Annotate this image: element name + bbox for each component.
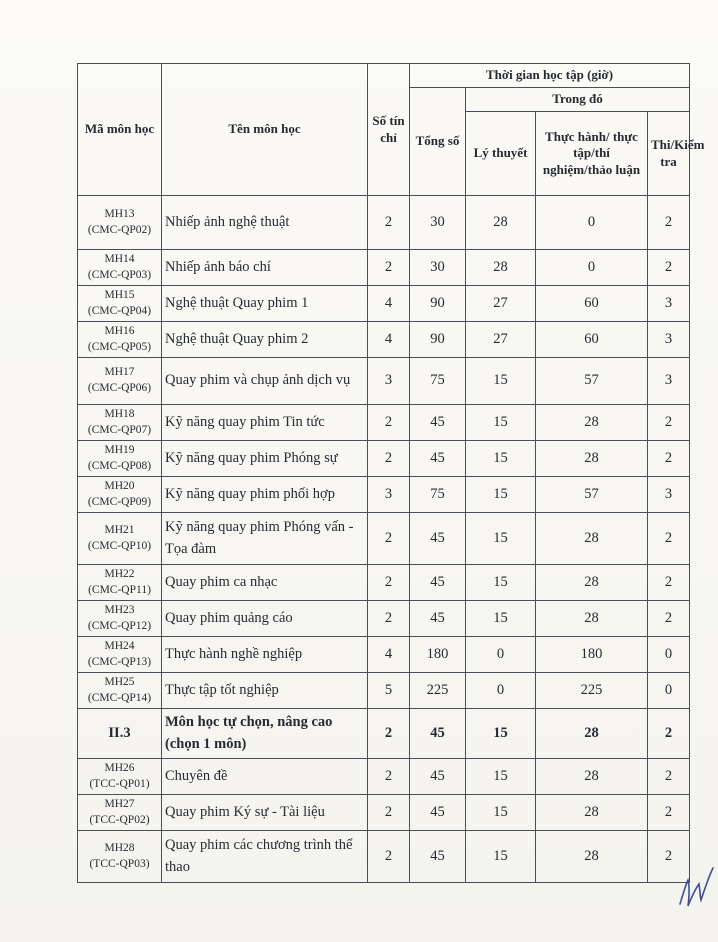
cell-theory-hours: 15: [466, 795, 536, 831]
course-subcode: (TCC-QP03): [89, 857, 150, 870]
table-row: [78, 513, 690, 565]
cell-theory-hours: 15: [466, 477, 536, 513]
cell-course-name: Quay phim Ký sự - Tài liệu: [162, 795, 368, 831]
cell-course-name: Quay phim ca nhạc: [162, 565, 368, 601]
cell-credits: 2: [368, 795, 410, 831]
cell-course-code: [78, 759, 162, 795]
cell-course-code: [78, 601, 162, 637]
course-subcode: (TCC-QP02): [89, 813, 150, 826]
cell-total-hours: 45: [410, 565, 466, 601]
cell-total-hours: 45: [410, 441, 466, 477]
course-code: MH15: [104, 288, 135, 301]
cell-total-hours: 30: [410, 250, 466, 286]
cell-practice-hours: 28: [536, 405, 648, 441]
cell-exam-hours: 2: [648, 565, 690, 601]
cell-course-name: Thực tập tốt nghiệp: [162, 673, 368, 709]
cell-exam-hours: 0: [648, 637, 690, 673]
cell-exam-hours: 2: [648, 250, 690, 286]
course-subcode: (CMC-QP03): [87, 268, 152, 281]
cell-exam-hours: 3: [648, 322, 690, 358]
cell-exam-hours: 2: [648, 601, 690, 637]
cell-course-name: Kỹ năng quay phim phối hợp: [162, 477, 368, 513]
cell-practice-hours: 57: [536, 477, 648, 513]
cell-course-code: [78, 477, 162, 513]
cell-credits: 4: [368, 322, 410, 358]
cell-theory-hours: 27: [466, 286, 536, 322]
course-subcode: (TCC-QP01): [89, 777, 150, 790]
cell-total-hours: 45: [410, 513, 466, 565]
cell-credits: 2: [368, 759, 410, 795]
cell-theory-hours: 15: [466, 759, 536, 795]
cell-theory-hours: 15: [466, 405, 536, 441]
cell-total-hours: 45: [410, 601, 466, 637]
cell-practice-hours: 28: [536, 513, 648, 565]
header-total: Tổng số: [410, 88, 466, 196]
cell-total-hours: 45: [410, 709, 466, 759]
cell-course-code: [78, 196, 162, 250]
cell-total-hours: 45: [410, 795, 466, 831]
header-exam: Thi/Kiểm tra: [648, 112, 690, 196]
cell-course-name: Nhiếp ảnh báo chí: [162, 250, 368, 286]
cell-theory-hours: 28: [466, 250, 536, 286]
cell-theory-hours: 15: [466, 565, 536, 601]
table-row: [78, 795, 690, 831]
cell-credits: 5: [368, 673, 410, 709]
header-code: Mã môn học: [78, 64, 162, 196]
cell-course-code: [78, 405, 162, 441]
cell-course-code: [78, 637, 162, 673]
table-row: [78, 601, 690, 637]
cell-practice-hours: 60: [536, 322, 648, 358]
cell-practice-hours: 0: [536, 250, 648, 286]
cell-course-name: Chuyên đề: [162, 759, 368, 795]
cell-credits: 2: [368, 405, 410, 441]
cell-credits: 2: [368, 441, 410, 477]
cell-theory-hours: 15: [466, 601, 536, 637]
cell-course-name: Môn học tự chọn, nâng cao (chọn 1 môn): [162, 709, 368, 759]
cell-exam-hours: 2: [648, 831, 690, 883]
cell-course-name: Kỹ năng quay phim Tin tức: [162, 405, 368, 441]
course-subcode: (CMC-QP07): [87, 423, 152, 436]
course-code: MH25: [104, 675, 135, 688]
cell-theory-hours: 15: [466, 358, 536, 405]
cell-course-code: [78, 565, 162, 601]
course-subcode: (CMC-QP13): [87, 655, 152, 668]
course-subcode: (CMC-QP05): [87, 340, 152, 353]
course-code: MH28: [104, 841, 135, 854]
cell-practice-hours: 28: [536, 601, 648, 637]
course-subcode: (CMC-QP14): [87, 691, 152, 704]
cell-theory-hours: 0: [466, 637, 536, 673]
table-row: [78, 637, 690, 673]
cell-theory-hours: 15: [466, 709, 536, 759]
course-code: MH16: [104, 324, 135, 337]
cell-credits: 2: [368, 601, 410, 637]
table-row: [78, 405, 690, 441]
table-row: [78, 477, 690, 513]
cell-course-code: [78, 831, 162, 883]
course-code: MH20: [104, 479, 135, 492]
cell-exam-hours: 3: [648, 286, 690, 322]
course-subcode: (CMC-QP12): [87, 619, 152, 632]
cell-practice-hours: 28: [536, 795, 648, 831]
cell-credits: 2: [368, 196, 410, 250]
course-subcode: (CMC-QP08): [87, 459, 152, 472]
cell-course-code: [78, 250, 162, 286]
cell-total-hours: 75: [410, 358, 466, 405]
cell-exam-hours: 2: [648, 513, 690, 565]
table-row: [78, 759, 690, 795]
cell-total-hours: 90: [410, 286, 466, 322]
cell-course-code: [78, 795, 162, 831]
cell-credits: 2: [368, 250, 410, 286]
course-subcode: (CMC-QP04): [87, 304, 152, 317]
cell-credits: 2: [368, 831, 410, 883]
cell-course-name: Kỹ năng quay phim Phóng vấn - Tọa đàm: [162, 513, 368, 565]
cell-exam-hours: 2: [648, 795, 690, 831]
cell-course-code: [78, 709, 162, 759]
course-code: MH26: [104, 761, 135, 774]
table-row: [78, 322, 690, 358]
cell-credits: 3: [368, 358, 410, 405]
cell-total-hours: 45: [410, 759, 466, 795]
table-row: [78, 286, 690, 322]
cell-total-hours: 75: [410, 477, 466, 513]
cell-course-code: [78, 673, 162, 709]
course-code: MH19: [104, 443, 135, 456]
cell-credits: 2: [368, 709, 410, 759]
course-code: II.3: [108, 724, 131, 741]
header-credits: Số tín chỉ: [368, 64, 410, 196]
course-code: MH23: [104, 603, 135, 616]
table-row: [78, 196, 690, 250]
cell-theory-hours: 15: [466, 513, 536, 565]
header-name: Tên môn học: [162, 64, 368, 196]
cell-course-name: Nghệ thuật Quay phim 1: [162, 286, 368, 322]
cell-credits: 2: [368, 565, 410, 601]
cell-course-name: Quay phim các chương trình thể thao: [162, 831, 368, 883]
signature-mark: [676, 860, 716, 910]
table-row: [78, 831, 690, 883]
cell-course-name: Quay phim quảng cáo: [162, 601, 368, 637]
cell-practice-hours: 225: [536, 673, 648, 709]
table-row: [78, 673, 690, 709]
cell-course-name: Quay phim và chụp ảnh dịch vụ: [162, 358, 368, 405]
header-breakdown: Trong đó: [466, 88, 690, 112]
cell-practice-hours: 60: [536, 286, 648, 322]
cell-exam-hours: 2: [648, 709, 690, 759]
cell-theory-hours: 27: [466, 322, 536, 358]
course-subcode: (CMC-QP06): [87, 382, 152, 394]
cell-practice-hours: 57: [536, 358, 648, 405]
cell-total-hours: 45: [410, 831, 466, 883]
course-subcode: (CMC-QP10): [87, 539, 152, 552]
cell-practice-hours: 28: [536, 759, 648, 795]
course-subcode: (CMC-QP09): [87, 495, 152, 508]
cell-total-hours: 180: [410, 637, 466, 673]
table-row: [78, 250, 690, 286]
course-subcode: (CMC-QP02): [87, 223, 152, 236]
cell-credits: 4: [368, 286, 410, 322]
table-row: [78, 358, 690, 405]
table-row: [78, 565, 690, 601]
cell-exam-hours: 2: [648, 196, 690, 250]
cell-course-name: Nghệ thuật Quay phim 2: [162, 322, 368, 358]
cell-theory-hours: 28: [466, 196, 536, 250]
course-subcode: (CMC-QP11): [88, 583, 151, 596]
header-time-group: Thời gian học tập (giờ): [410, 64, 690, 88]
cell-exam-hours: 3: [648, 358, 690, 405]
cell-course-name: Nhiếp ảnh nghệ thuật: [162, 196, 368, 250]
course-code: MH17: [104, 366, 135, 379]
cell-total-hours: 90: [410, 322, 466, 358]
course-code: MH22: [104, 567, 135, 580]
cell-total-hours: 45: [410, 405, 466, 441]
curriculum-table: [77, 63, 705, 883]
cell-credits: 3: [368, 477, 410, 513]
table-row: [78, 441, 690, 477]
cell-course-code: [78, 322, 162, 358]
course-code: MH14: [104, 252, 135, 265]
cell-practice-hours: 180: [536, 637, 648, 673]
cell-exam-hours: 0: [648, 673, 690, 709]
cell-practice-hours: 28: [536, 709, 648, 759]
course-code: MH27: [104, 797, 135, 810]
cell-practice-hours: 28: [536, 831, 648, 883]
cell-course-name: Thực hành nghề nghiệp: [162, 637, 368, 673]
course-code: MH24: [104, 639, 135, 652]
course-code: MH18: [104, 407, 135, 420]
cell-exam-hours: 2: [648, 759, 690, 795]
cell-credits: 4: [368, 637, 410, 673]
cell-exam-hours: 3: [648, 477, 690, 513]
cell-course-name: Kỹ năng quay phim Phóng sự: [162, 441, 368, 477]
header-practice: Thực hành/ thực tập/thí nghiệm/thảo luận: [536, 112, 648, 196]
cell-theory-hours: 15: [466, 441, 536, 477]
cell-practice-hours: 0: [536, 196, 648, 250]
cell-course-code: [78, 513, 162, 565]
header-theory: Lý thuyết: [466, 112, 536, 196]
cell-course-code: [78, 286, 162, 322]
course-code: MH13: [104, 207, 135, 220]
cell-theory-hours: 0: [466, 673, 536, 709]
table-row: [78, 709, 690, 759]
table-body: [78, 196, 690, 883]
cell-theory-hours: 15: [466, 831, 536, 883]
cell-total-hours: 225: [410, 673, 466, 709]
cell-course-code: [78, 441, 162, 477]
cell-practice-hours: 28: [536, 565, 648, 601]
cell-practice-hours: 28: [536, 441, 648, 477]
cell-credits: 2: [368, 513, 410, 565]
cell-course-code: [78, 358, 162, 405]
cell-exam-hours: 2: [648, 405, 690, 441]
cell-total-hours: 30: [410, 196, 466, 250]
course-code: MH21: [104, 523, 135, 536]
cell-exam-hours: 2: [648, 441, 690, 477]
